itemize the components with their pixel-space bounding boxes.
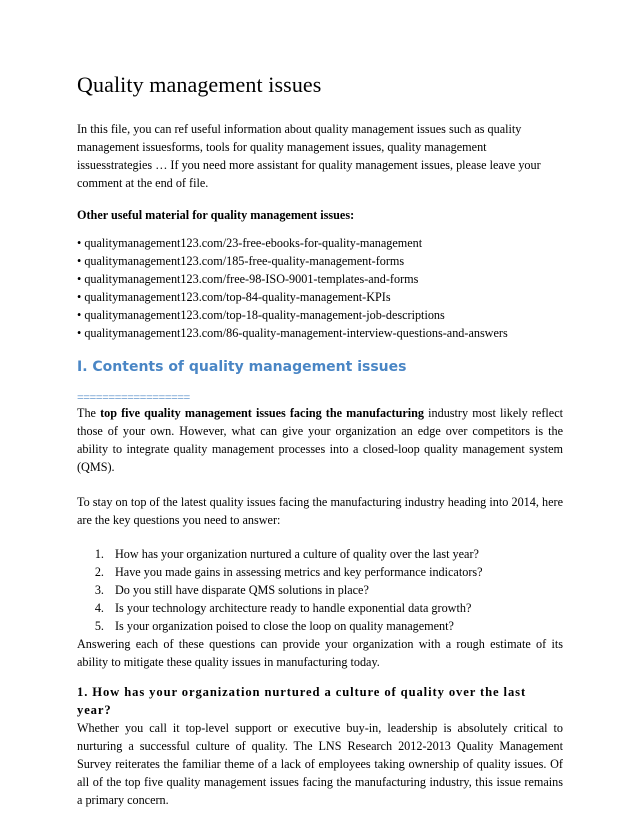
paragraph-rest: industry most likely reflect those of your own. However, what can give your organization an edge over competitors is the ability to integrate quality management processes into a closed-loop quality management system (QMS). [77, 406, 563, 475]
subheading-culture: 1. How has your organization nurtured a culture of quality over the last year? [77, 685, 527, 718]
useful-link[interactable]: • qualitymanagement123.com/free-98-ISO-9001-templates-and-forms [77, 272, 419, 287]
questions-list [77, 545, 563, 635]
paragraph-answering: Answering each of these questions can provide your organization with a rough estimate of its ability to mitigate these quality issues in manufacturing today. [77, 637, 563, 670]
paragraph-top-five [77, 404, 563, 476]
question-item: 4. Is your technology architecture ready to handle exponential data growth? [107, 599, 563, 617]
paragraph-prefix: The [77, 406, 101, 421]
useful-link[interactable]: • qualitymanagement123.com/23-free-ebooks-for-quality-management [77, 236, 423, 251]
useful-link[interactable]: • qualitymanagement123.com/top-18-quality-management-job-descriptions [77, 308, 445, 323]
useful-link[interactable]: • qualitymanagement123.com/top-84-quality-management-KPIs [77, 290, 391, 305]
question-item: 5. Is your organization poised to close the loop on quality management? [107, 617, 563, 635]
intro-paragraph: In this file, you can ref useful information about quality management issues such as quality management issuesforms, tools for quality management issues, quality management issuesstrategies … If you need more assistant for quality management issues, please leave your comment at the end of file. [77, 122, 541, 191]
document-body [77, 72, 563, 809]
question-item: 3. Do you still have disparate QMS solutions in place? [107, 581, 563, 599]
paragraph-culture: Whether you call it top-level support or executive buy-in, leadership is absolutely critical to nurturing a successful culture of quality. The LNS Research 2012-2013 Quality Management Survey reiterates the familiar theme of a lack of employees taking ownership of quality issues. Of all of the top five quality management issues facing the manufacturing industry, this issue remains a primary concern. [77, 721, 563, 808]
section-heading: I. Contents of quality management issues [77, 359, 407, 376]
useful-link[interactable]: • qualitymanagement123.com/86-quality-management-interview-questions-and-answers [77, 326, 508, 341]
paragraph-key-questions: To stay on top of the latest quality issues facing the manufacturing industry heading into 2014, here are the key questions you need to answer: [77, 495, 563, 528]
separator-line: ================== [77, 392, 190, 403]
question-item: 2. Have you made gains in assessing metrics and key performance indicators? [107, 563, 563, 581]
paragraph-bold-phrase: top five quality management issues facing the manufacturing [100, 406, 425, 421]
useful-links-list [77, 234, 563, 342]
useful-link[interactable]: • qualitymanagement123.com/185-free-quality-management-forms [77, 254, 405, 269]
page-title: Quality management issues [77, 72, 322, 97]
question-item: 1. How has your organization nurtured a culture of quality over the last year? [107, 545, 563, 563]
useful-material-heading: Other useful material for quality management issues: [77, 208, 355, 223]
